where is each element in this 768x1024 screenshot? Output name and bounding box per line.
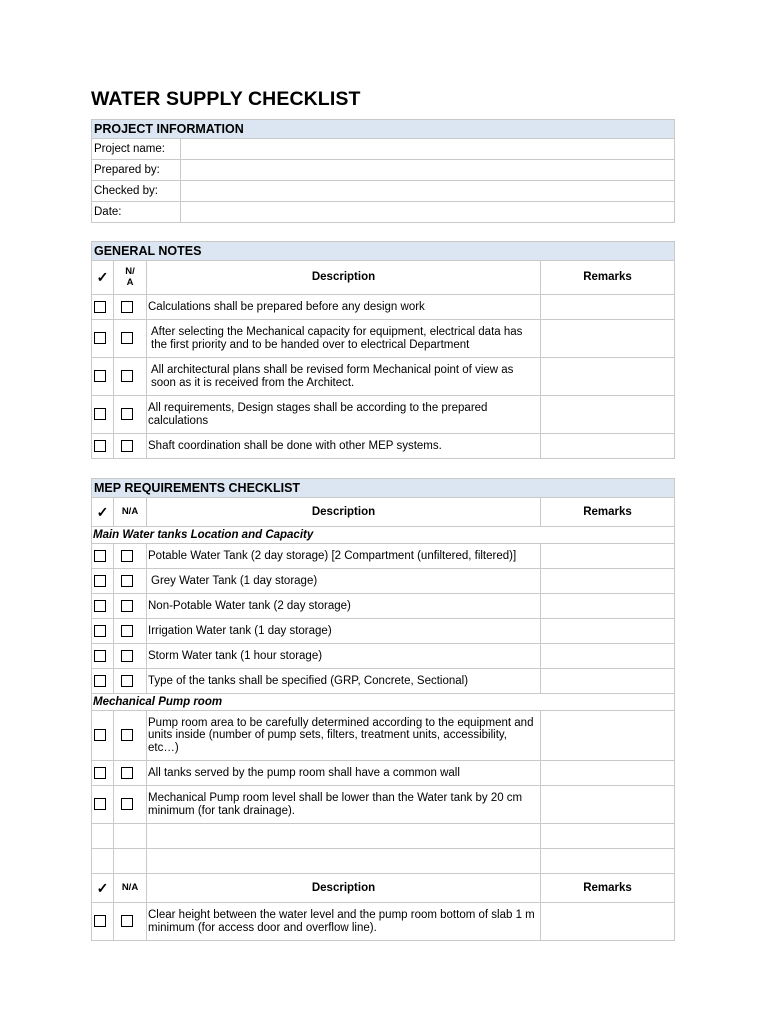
remarks-cell[interactable] bbox=[541, 569, 675, 594]
requirement-description: Mechanical Pump room level shall be lower than the Water tank by 20 cm minimum (for tank drainage). bbox=[147, 786, 541, 824]
requirement-description: Type of the tanks shall be specified (GRP, Concrete, Sectional) bbox=[147, 669, 541, 694]
date-field[interactable] bbox=[181, 202, 675, 223]
note-description: After selecting the Mechanical capacity for equipment, electrical data has the first priority and to be handed over to electrical Department bbox=[147, 320, 541, 358]
remarks-column-header: Remarks bbox=[541, 874, 675, 903]
note-description: Shaft coordination shall be done with other MEP systems. bbox=[147, 434, 541, 459]
remarks-cell[interactable] bbox=[541, 619, 675, 644]
na-checkbox[interactable] bbox=[121, 600, 133, 612]
remarks-cell[interactable] bbox=[541, 434, 675, 459]
check-checkbox[interactable] bbox=[94, 440, 106, 452]
na-checkbox[interactable] bbox=[121, 575, 133, 587]
requirement-description: Pump room area to be carefully determined according to the equipment and units inside (number of pump sets, filters, treatment units, accessibility, etc…) bbox=[147, 711, 541, 761]
table-row bbox=[92, 544, 675, 569]
table-row bbox=[92, 594, 675, 619]
table-row bbox=[92, 619, 675, 644]
general-notes-heading: GENERAL NOTES bbox=[92, 242, 675, 261]
checked-by-label: Checked by: bbox=[92, 181, 181, 202]
check-checkbox[interactable] bbox=[94, 575, 106, 587]
table-row bbox=[92, 711, 675, 761]
check-checkbox[interactable] bbox=[94, 550, 106, 562]
requirement-description: Irrigation Water tank (1 day storage) bbox=[147, 619, 541, 644]
remarks-column-header: Remarks bbox=[541, 498, 675, 527]
project-info-heading: PROJECT INFORMATION bbox=[92, 120, 675, 139]
na-checkbox[interactable] bbox=[121, 650, 133, 662]
na-checkbox[interactable] bbox=[121, 798, 133, 810]
requirement-description: Non-Potable Water tank (2 day storage) bbox=[147, 594, 541, 619]
check-checkbox[interactable] bbox=[94, 915, 106, 927]
general-notes-table bbox=[91, 241, 675, 459]
check-checkbox[interactable] bbox=[94, 798, 106, 810]
description-column-header: Description bbox=[147, 261, 541, 295]
checked-by-field[interactable] bbox=[181, 181, 675, 202]
table-row bbox=[92, 644, 675, 669]
table-row bbox=[92, 434, 675, 459]
empty-row bbox=[92, 824, 675, 849]
table-row bbox=[92, 569, 675, 594]
na-column-header: N/A bbox=[114, 874, 147, 903]
table-row bbox=[92, 786, 675, 824]
requirement-description: Storm Water tank (1 hour storage) bbox=[147, 644, 541, 669]
table-row bbox=[92, 761, 675, 786]
check-checkbox[interactable] bbox=[94, 408, 106, 420]
remarks-cell[interactable] bbox=[541, 786, 675, 824]
table-row bbox=[92, 669, 675, 694]
na-checkbox[interactable] bbox=[121, 370, 133, 382]
check-checkbox[interactable] bbox=[94, 767, 106, 779]
prepared-by-label: Prepared by: bbox=[92, 160, 181, 181]
na-checkbox[interactable] bbox=[121, 550, 133, 562]
remarks-cell[interactable] bbox=[541, 669, 675, 694]
description-column-header: Description bbox=[147, 498, 541, 527]
remarks-column-header: Remarks bbox=[541, 261, 675, 295]
mep-heading: MEP REQUIREMENTS CHECKLIST bbox=[92, 479, 675, 498]
group-title-water-tanks: Main Water tanks Location and Capacity bbox=[92, 527, 675, 544]
prepared-by-field[interactable] bbox=[181, 160, 675, 181]
check-checkbox[interactable] bbox=[94, 301, 106, 313]
date-label: Date: bbox=[92, 202, 181, 223]
check-checkbox[interactable] bbox=[94, 675, 106, 687]
project-name-label: Project name: bbox=[92, 139, 181, 160]
remarks-cell[interactable] bbox=[541, 761, 675, 786]
table-row bbox=[92, 903, 675, 941]
check-checkbox[interactable] bbox=[94, 370, 106, 382]
check-checkbox[interactable] bbox=[94, 650, 106, 662]
check-checkbox[interactable] bbox=[94, 625, 106, 637]
check-column-header: ✓ bbox=[92, 261, 114, 295]
check-checkbox[interactable] bbox=[94, 600, 106, 612]
project-info-table bbox=[91, 119, 675, 223]
na-checkbox[interactable] bbox=[121, 729, 133, 741]
check-checkbox[interactable] bbox=[94, 729, 106, 741]
project-name-field[interactable] bbox=[181, 139, 675, 160]
requirement-description: Grey Water Tank (1 day storage) bbox=[147, 569, 541, 594]
table-row bbox=[92, 320, 675, 358]
na-checkbox[interactable] bbox=[121, 301, 133, 313]
empty-row bbox=[92, 849, 675, 874]
remarks-cell[interactable] bbox=[541, 396, 675, 434]
na-checkbox[interactable] bbox=[121, 915, 133, 927]
remarks-cell[interactable] bbox=[541, 644, 675, 669]
remarks-cell[interactable] bbox=[541, 594, 675, 619]
remarks-cell[interactable] bbox=[541, 358, 675, 396]
check-column-header: ✓ bbox=[92, 498, 114, 527]
remarks-cell[interactable] bbox=[541, 711, 675, 761]
remarks-cell[interactable] bbox=[541, 295, 675, 320]
note-description: All requirements, Design stages shall be according to the prepared calculations bbox=[147, 396, 541, 434]
na-checkbox[interactable] bbox=[121, 408, 133, 420]
na-checkbox[interactable] bbox=[121, 767, 133, 779]
na-column-header bbox=[114, 261, 147, 295]
note-description: Calculations shall be prepared before any design work bbox=[147, 295, 541, 320]
table-row bbox=[92, 295, 675, 320]
remarks-cell[interactable] bbox=[541, 544, 675, 569]
note-description: All architectural plans shall be revised form Mechanical point of view as soon as it is received from the Architect. bbox=[147, 358, 541, 396]
requirement-description: Clear height between the water level and the pump room bottom of slab 1 m minimum (for access door and overflow line). bbox=[147, 903, 541, 941]
remarks-cell[interactable] bbox=[541, 903, 675, 941]
group-title-pump-room: Mechanical Pump room bbox=[92, 694, 675, 711]
remarks-cell[interactable] bbox=[541, 320, 675, 358]
na-checkbox[interactable] bbox=[121, 440, 133, 452]
na-checkbox[interactable] bbox=[121, 675, 133, 687]
check-checkbox[interactable] bbox=[94, 332, 106, 344]
mep-requirements-table bbox=[91, 478, 675, 941]
na-header-text: N/ A bbox=[125, 266, 135, 288]
table-row bbox=[92, 396, 675, 434]
check-column-header: ✓ bbox=[92, 874, 114, 903]
na-checkbox[interactable] bbox=[121, 332, 133, 344]
table-row bbox=[92, 358, 675, 396]
document-title: WATER SUPPLY CHECKLIST bbox=[91, 88, 361, 110]
requirement-description: All tanks served by the pump room shall have a common wall bbox=[147, 761, 541, 786]
na-column-header: N/A bbox=[114, 498, 147, 527]
description-column-header: Description bbox=[147, 874, 541, 903]
na-checkbox[interactable] bbox=[121, 625, 133, 637]
requirement-description: Potable Water Tank (2 day storage) [2 Compartment (unfiltered, filtered)] bbox=[147, 544, 541, 569]
